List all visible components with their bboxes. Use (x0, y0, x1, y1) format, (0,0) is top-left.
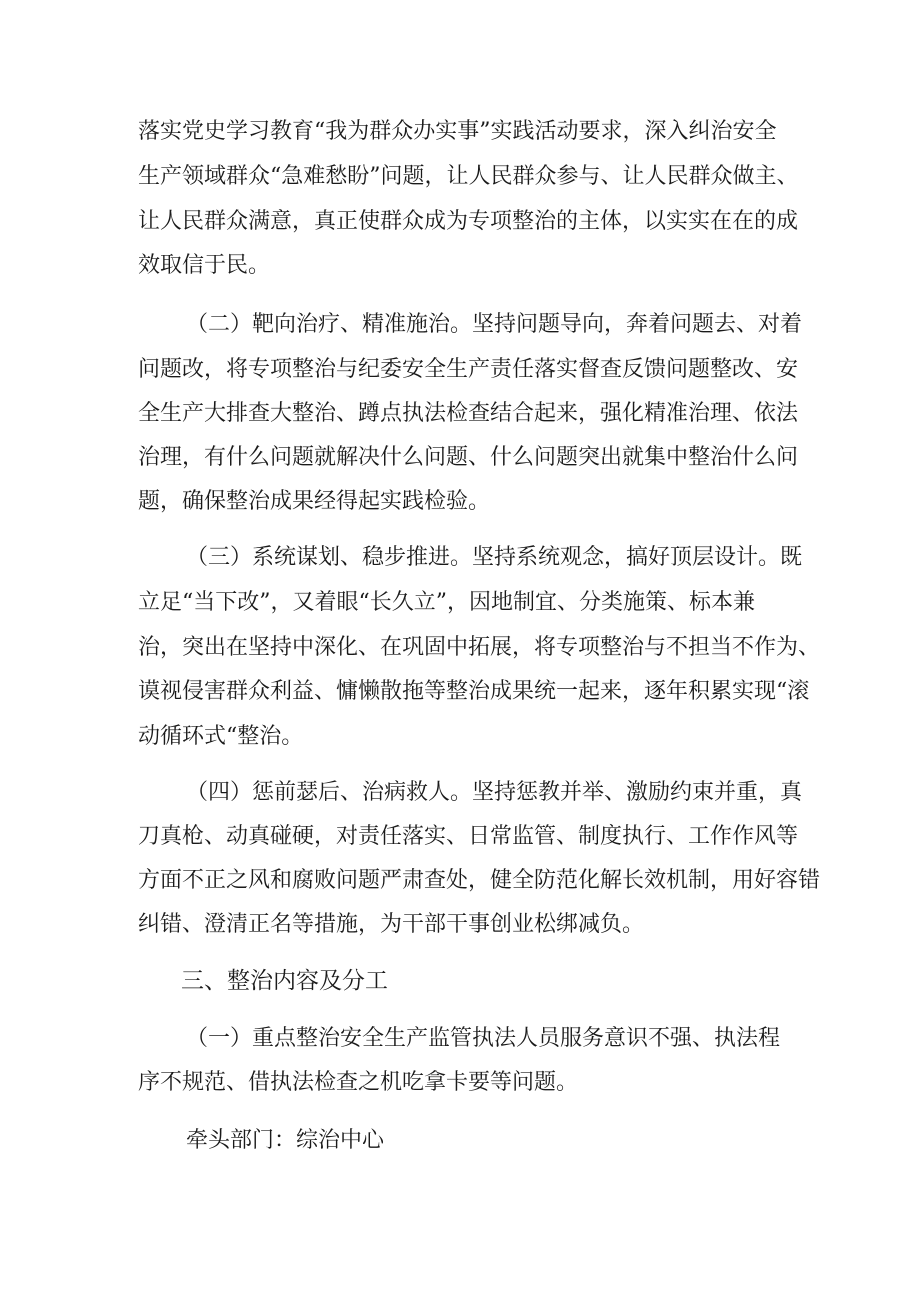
text-line: 谟视侵害群众利益、慵懒散拖等整治成果统一起来，逐年积累实现“滚 (138, 679, 810, 704)
text-line: （四）惩前瑟后、治病救人。坚持惩教并举、激励约束并重，真 (186, 780, 803, 805)
text-line: 立足“当下改”，又着眼“长久立”，因地制宜、分类施策、标本兼 (138, 590, 755, 615)
text-line: （一）重点整治安全生产监管执法人员服务意识不强、执法程 (186, 1026, 781, 1051)
lead-department: 牵头部门：综治中心 (186, 1128, 385, 1153)
text-line: 方面不正之风和腐败问题严肃查处，健全防范化解长效机制，用好容错 (138, 868, 821, 893)
text-line: 落实党史学习教育“我为群众办实事”实践活动要求，深入纠治安全 (138, 119, 777, 144)
text-line: 全生产大排查大整治、蹲点执法检查结合起来，强化精准治理、依法 (138, 401, 799, 426)
section-heading: 三、整治内容及分工 (181, 968, 388, 994)
text-line: （三）系统谋划、稳步推进。坚持系统观念，搞好顶层设计。既 (186, 545, 803, 570)
text-line: 生产领域群众“急难愁盼”问题，让人民群众参与、让人民群众做主、 (138, 164, 799, 189)
text-line: 题，确保整治成果经得起实践检验。 (138, 489, 491, 514)
text-line: 让人民群众满意，真正使群众成为专项整治的主体，以实实在在的成 (138, 209, 799, 234)
text-line: 效取信于民。 (138, 253, 271, 278)
text-line: （二）靶向治疗、精准施治。坚持问题导向，奔着问题去、对着 (186, 312, 803, 337)
text-line: 动循环式“整治。 (138, 724, 304, 749)
text-line: 问题改，将专项整治与纪委安全生产责任落实督查反馈问题整改、安 (138, 357, 799, 382)
text-line: 治理，有什么问题就解决什么问题、什么问题突出就集中整治什么问 (138, 445, 799, 470)
text-line: 治，突出在坚持中深化、在巩固中拓展，将专项整治与不担当不作为、 (138, 635, 821, 660)
text-line: 序不规范、借执法检查之机吃拿卡要等问题。 (138, 1070, 579, 1095)
text-line: 纠错、澄清正名等措施，为干部干事创业松绑减负。 (138, 912, 645, 937)
text-line: 刀真枪、动真碰硬，对责任落实、日常监管、制度执行、工作作风等 (138, 824, 799, 849)
